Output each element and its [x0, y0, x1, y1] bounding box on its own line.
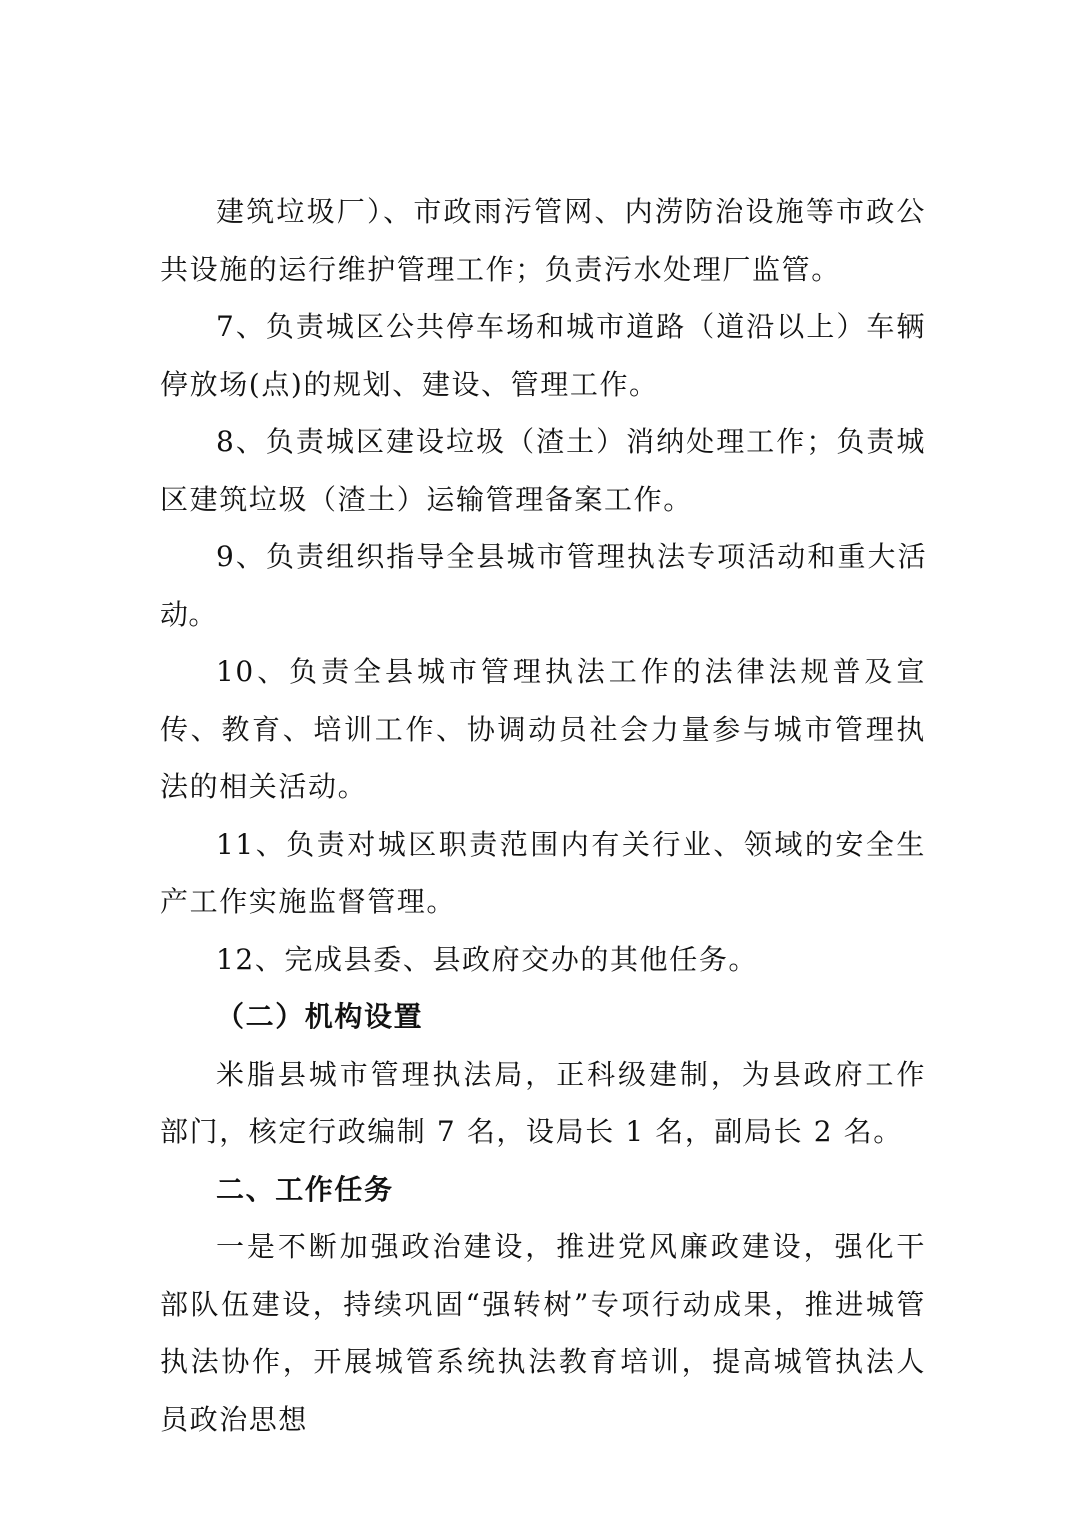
paragraph-tasks: 一是不断加强政治建设，推进党风廉政建设，强化干部队伍建设，持续巩固“强转树”专项行动成果，推进城管执法协作，开展城管系统执法教育培训，提高城管执法人员政治思想: [160, 1230, 926, 1436]
paragraph-item-7: 7、负责城区公共停车场和城市道路（道沿以上）车辆停放场(点)的规划、建设、管理工作。: [160, 310, 926, 401]
section-heading-org: （二）机构设置: [216, 1000, 424, 1033]
section-heading-tasks: 二、工作任务: [216, 1172, 394, 1206]
paragraph-item-9: 9、负责组织指导全县城市管理执法专项活动和重大活动。: [160, 540, 926, 631]
document-body: [160, 183, 926, 1448]
paragraph-item-8: 8、负责城区建设垃圾（渣土）消纳处理工作；负责城区建筑垃圾（渣土）运输管理备案工作。: [160, 425, 926, 516]
paragraph-item-12: 12、完成县委、县政府交办的其他任务。: [216, 942, 759, 976]
paragraph-org: 米脂县城市管理执法局，正科级建制，为县政府工作部门，核定行政编制 7 名，设局长 1 名，副局长 2 名。: [160, 1057, 926, 1148]
paragraph-item-11: 11、负责对城区职责范围内有关行业、领域的安全生产工作实施监督管理。: [160, 827, 926, 918]
paragraph-continuation: 建筑垃圾厂）、市政雨污管网、内涝防治设施等市政公共设施的运行维护管理工作；负责污水处理厂监管。: [160, 195, 926, 286]
paragraph-item-10: 10、负责全县城市管理执法工作的法律法规普及宣传、教育、培训工作、协调动员社会力量参与城市管理执法的相关活动。: [160, 655, 926, 803]
